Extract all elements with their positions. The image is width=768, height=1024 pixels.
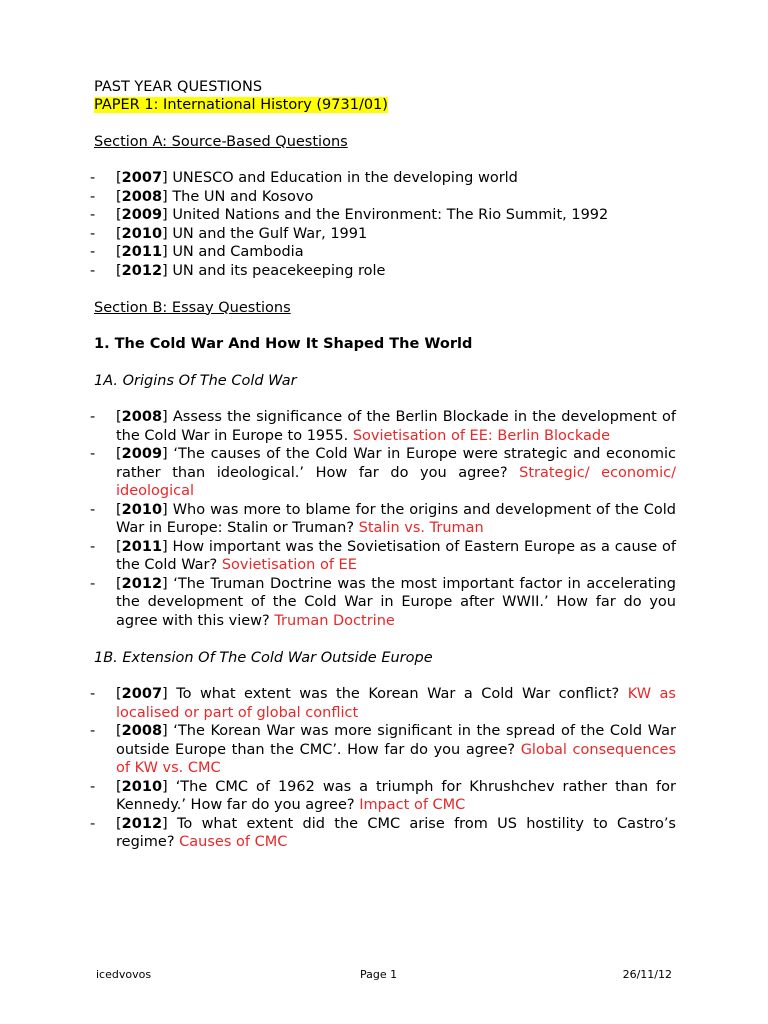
footer-author: icedvovos xyxy=(96,968,152,981)
item-text: United Nations and the Environment: The Rio Summit, 1992 xyxy=(172,207,609,223)
item-tag: Sovietisation of EE: Berlin Blockade xyxy=(352,427,611,444)
item-text: UNESCO and Education in the developing world xyxy=(172,170,518,186)
item-year: 2012 xyxy=(121,815,163,832)
item-tag: Stalin vs. Truman xyxy=(358,520,484,536)
list-item: - [2010] ‘The CMC of 1962 was a triumph for Khrushchev rather than for Kennedy.’ How far do you agree? Impact of CMC xyxy=(94,778,676,815)
item-text: Assess the significance of the Berlin Blockade in the development of the Cold War in Europe to 1955. xyxy=(116,409,676,444)
item-tag: Truman Doctrine xyxy=(274,612,395,629)
list-item: - [2010] Who was more to blame for the origins and development of the Cold War in Europe: Stalin or Truman? Stalin vs. Truman xyxy=(94,501,676,538)
item-text: UN and the Gulf War, 1991 xyxy=(172,225,368,242)
list-item: - [2010] UN and the Gulf War, 1991 xyxy=(94,225,676,244)
list-item: - [2012] To what extent did the CMC arise from US hostility to Castro’s regime? Causes of CMC xyxy=(94,815,676,852)
item-year: 2007 xyxy=(121,686,163,702)
subsection-1b-heading: 1B. Extension Of The Cold War Outside Europe xyxy=(94,649,433,666)
document-page xyxy=(94,78,676,852)
item-text: To what extent did the CMC arise from US hostility to Castro’s regime? xyxy=(116,815,676,850)
section-a-list xyxy=(94,169,676,280)
subsection-1b-list xyxy=(94,685,676,852)
item-year: 2007 xyxy=(121,170,163,186)
item-year: 2012 xyxy=(121,575,163,592)
subsection-1a-list xyxy=(94,408,676,630)
item-year: 2010 xyxy=(121,225,163,242)
item-year: 2012 xyxy=(121,262,163,279)
item-text: UN and Cambodia xyxy=(172,244,304,260)
item-text: ‘The Truman Doctrine was the most important factor in accelerating the development of the Cold War in Europe after WWII.’ How far do you agree with this view? xyxy=(116,575,676,629)
list-item: - [2011] How important was the Sovietisation of Eastern Europe as a cause of the Cold War? Sovietisation of EE xyxy=(94,538,676,575)
list-item: - [2012] ‘The Truman Doctrine was the most important factor in accelerating the development of the Cold War in Europe after WWII.’ How far do you agree with this view? Truman Doctrine xyxy=(94,575,676,631)
item-year: 2011 xyxy=(121,538,163,555)
item-year: 2011 xyxy=(121,244,163,260)
footer-page-number: Page 1 xyxy=(360,968,398,981)
item-text: ‘The causes of the Cold War in Europe were strategic and economic rather than ideological.’ How far do you agree? xyxy=(116,446,676,481)
item-text: To what extent was the Korean War a Cold War conflict? xyxy=(176,686,620,702)
paper-title xyxy=(94,96,676,114)
section-b-heading: Section B: Essay Questions xyxy=(94,299,291,316)
list-item: - [2009] ‘The causes of the Cold War in Europe were strategic and economic rather than ideological.’ How far do you agree? Strategic/ economic/ ideological xyxy=(94,445,676,501)
document-title: PAST YEAR QUESTIONS xyxy=(94,79,263,95)
item-text: The UN and Kosovo xyxy=(172,188,314,205)
item-year: 2010 xyxy=(121,778,163,795)
item-tag: Causes of CMC xyxy=(179,834,288,850)
list-item: - [2009] United Nations and the Environment: The Rio Summit, 1992 xyxy=(94,206,676,225)
item-tag: Global consequences of KW vs. CMC xyxy=(116,741,676,776)
item-text: Who was more to blame for the origins and development of the Cold War in Europe: Stalin or Truman? xyxy=(116,501,676,536)
subsection-1a-heading: 1A. Origins Of The Cold War xyxy=(94,372,297,389)
list-item: - [2008] The UN and Kosovo xyxy=(94,188,676,207)
item-year: 2008 xyxy=(121,188,163,205)
footer-date: 26/11/12 xyxy=(622,968,672,981)
item-year: 2009 xyxy=(121,207,163,223)
item-year: 2008 xyxy=(121,409,163,425)
topic-heading: 1. The Cold War And How It Shaped The World xyxy=(94,336,473,352)
list-item: - [2007] UNESCO and Education in the developing world xyxy=(94,169,676,188)
list-item: - [2012] UN and its peacekeeping role xyxy=(94,262,676,281)
item-text: How important was the Sovietisation of Eastern Europe as a cause of the Cold War? xyxy=(116,538,676,573)
item-year: 2008 xyxy=(121,723,163,739)
list-item: - [2008] Assess the significance of the Berlin Blockade in the development of the Cold War in Europe to 1955. Sovietisation of EE: Berlin Blockade xyxy=(94,408,676,445)
list-item: - [2008] ‘The Korean War was more significant in the spread of the Cold War outside Europe than the CMC’. How far do you agree? Global consequences of KW vs. CMC xyxy=(94,722,676,778)
item-text: ‘The CMC of 1962 was a triumph for Khrushchev rather than for Kennedy.’ How far do you agree? xyxy=(116,778,676,813)
item-tag: Strategic/ economic/ ideological xyxy=(116,464,677,499)
item-tag: KW as localised or part of global conflict xyxy=(116,686,676,721)
item-year: 2009 xyxy=(121,446,163,462)
item-tag: Impact of CMC xyxy=(359,797,466,813)
list-item: - [2007] To what extent was the Korean War a Cold War conflict? KW as localised or part of global conflict xyxy=(94,685,676,722)
paper-title-highlight: PAPER 1: International History (9731/01) xyxy=(94,97,388,113)
item-year: 2010 xyxy=(121,501,163,518)
list-item: - [2011] UN and Cambodia xyxy=(94,243,676,262)
section-a-heading: Section A: Source-Based Questions xyxy=(94,133,348,150)
item-text: UN and its peacekeeping role xyxy=(172,262,386,279)
item-tag: Sovietisation of EE xyxy=(221,557,357,573)
item-text: ‘The Korean War was more significant in the spread of the Cold War outside Europe than the CMC’. How far do you agree? xyxy=(116,723,676,758)
